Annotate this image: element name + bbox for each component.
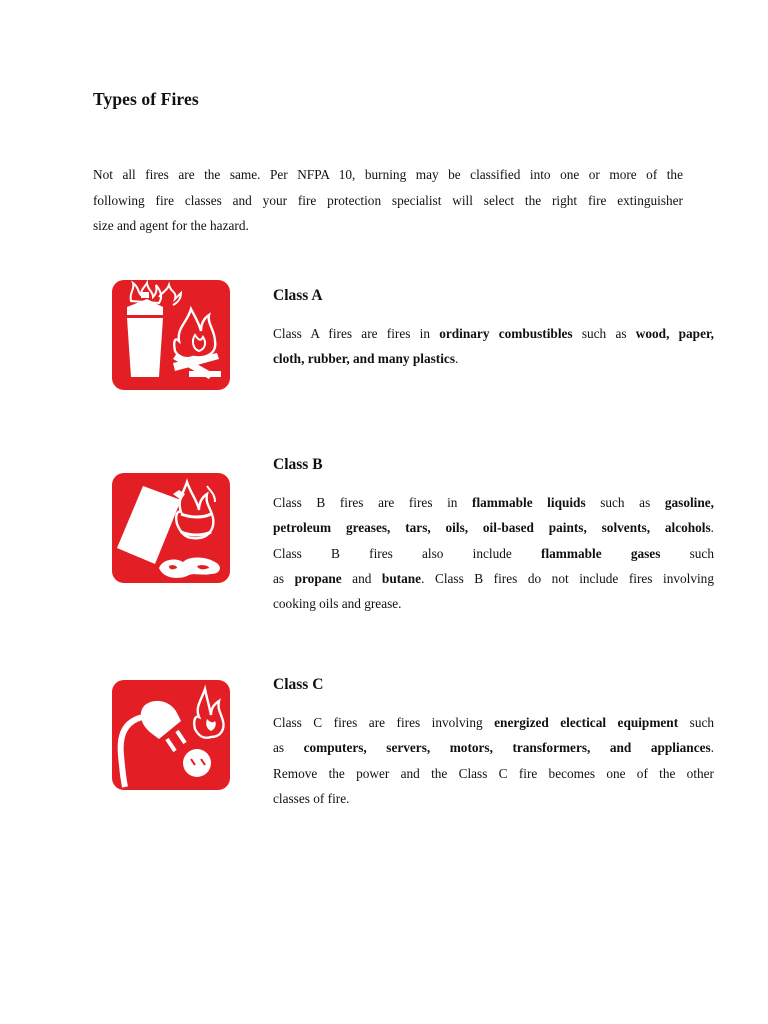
description-line [273,566,714,591]
class-b-spilled-fuel-can-fire-icon [111,472,231,584]
description-line [273,761,714,786]
text-run: Class C fires are fires involving [273,715,495,730]
class-description [273,710,714,811]
text-run: . Class B fires do not include fires involving [421,570,714,586]
text-run: such [678,715,715,730]
bold-text-run: petroleum greases, tars, oils, oil-based paints, solvents, alcohols [273,520,711,536]
intro-line: size and agent for the hazard. [93,218,249,234]
text-run: Class B fires also include [273,545,542,561]
text-run: such [660,545,714,561]
intro-paragraph [93,162,683,239]
text-run: Remove the power and the Class C fire becomes one of the other [273,765,714,781]
class-description [273,321,714,372]
text-run: cooking oils and grease. [273,596,402,612]
text-run: . [710,520,714,536]
page-title: Types of Fires [93,89,199,109]
text-run: such as [572,326,636,341]
text-run: as [273,570,295,586]
bold-text-run: wood, paper, [635,326,714,341]
class-heading: Class B [273,456,323,473]
class-heading: Class A [273,287,323,304]
text-run: classes of fire. [273,790,350,806]
text-run: Class B fires are fires in [273,495,473,510]
text-run: . [710,740,715,756]
description-line [273,541,714,566]
class-c-electrical-plug-fire-icon [111,679,231,791]
description-line [273,786,714,811]
text-run: as [273,740,304,756]
text-run: and [341,570,382,586]
description-line [273,710,714,735]
intro-line: Not all fires are the same. Per NFPA 10, burning may be classified into one or more of the [93,167,683,182]
bold-text-run: cloth, rubber, and many plastics [273,351,456,367]
description-line [273,735,714,760]
text-run: such as [585,495,665,510]
class-a-trash-can-and-wood-fire-icon [111,279,231,391]
description-line [273,346,714,371]
text-run: . [455,351,459,367]
bold-text-run: flammable liquids [472,495,586,510]
bold-text-run: energized electical equipment [494,715,679,730]
bold-text-run: gasoline, [664,495,714,510]
bold-text-run: butane [381,570,422,586]
intro-line: following fire classes and your fire protection specialist will select the right fire extinguisher [93,192,683,208]
description-line [273,321,714,346]
description-line [273,515,714,540]
bold-text-run: computers, servers, motors, transformers, and appliances [303,740,711,756]
text-run: Class A fires are fires in [273,326,440,341]
bold-text-run: flammable gases [541,545,661,561]
description-line [273,490,714,515]
bold-text-run: propane [294,570,342,586]
description-line [273,591,714,616]
class-heading: Class C [273,676,324,693]
class-description [273,490,714,616]
bold-text-run: ordinary combustibles [439,326,573,341]
